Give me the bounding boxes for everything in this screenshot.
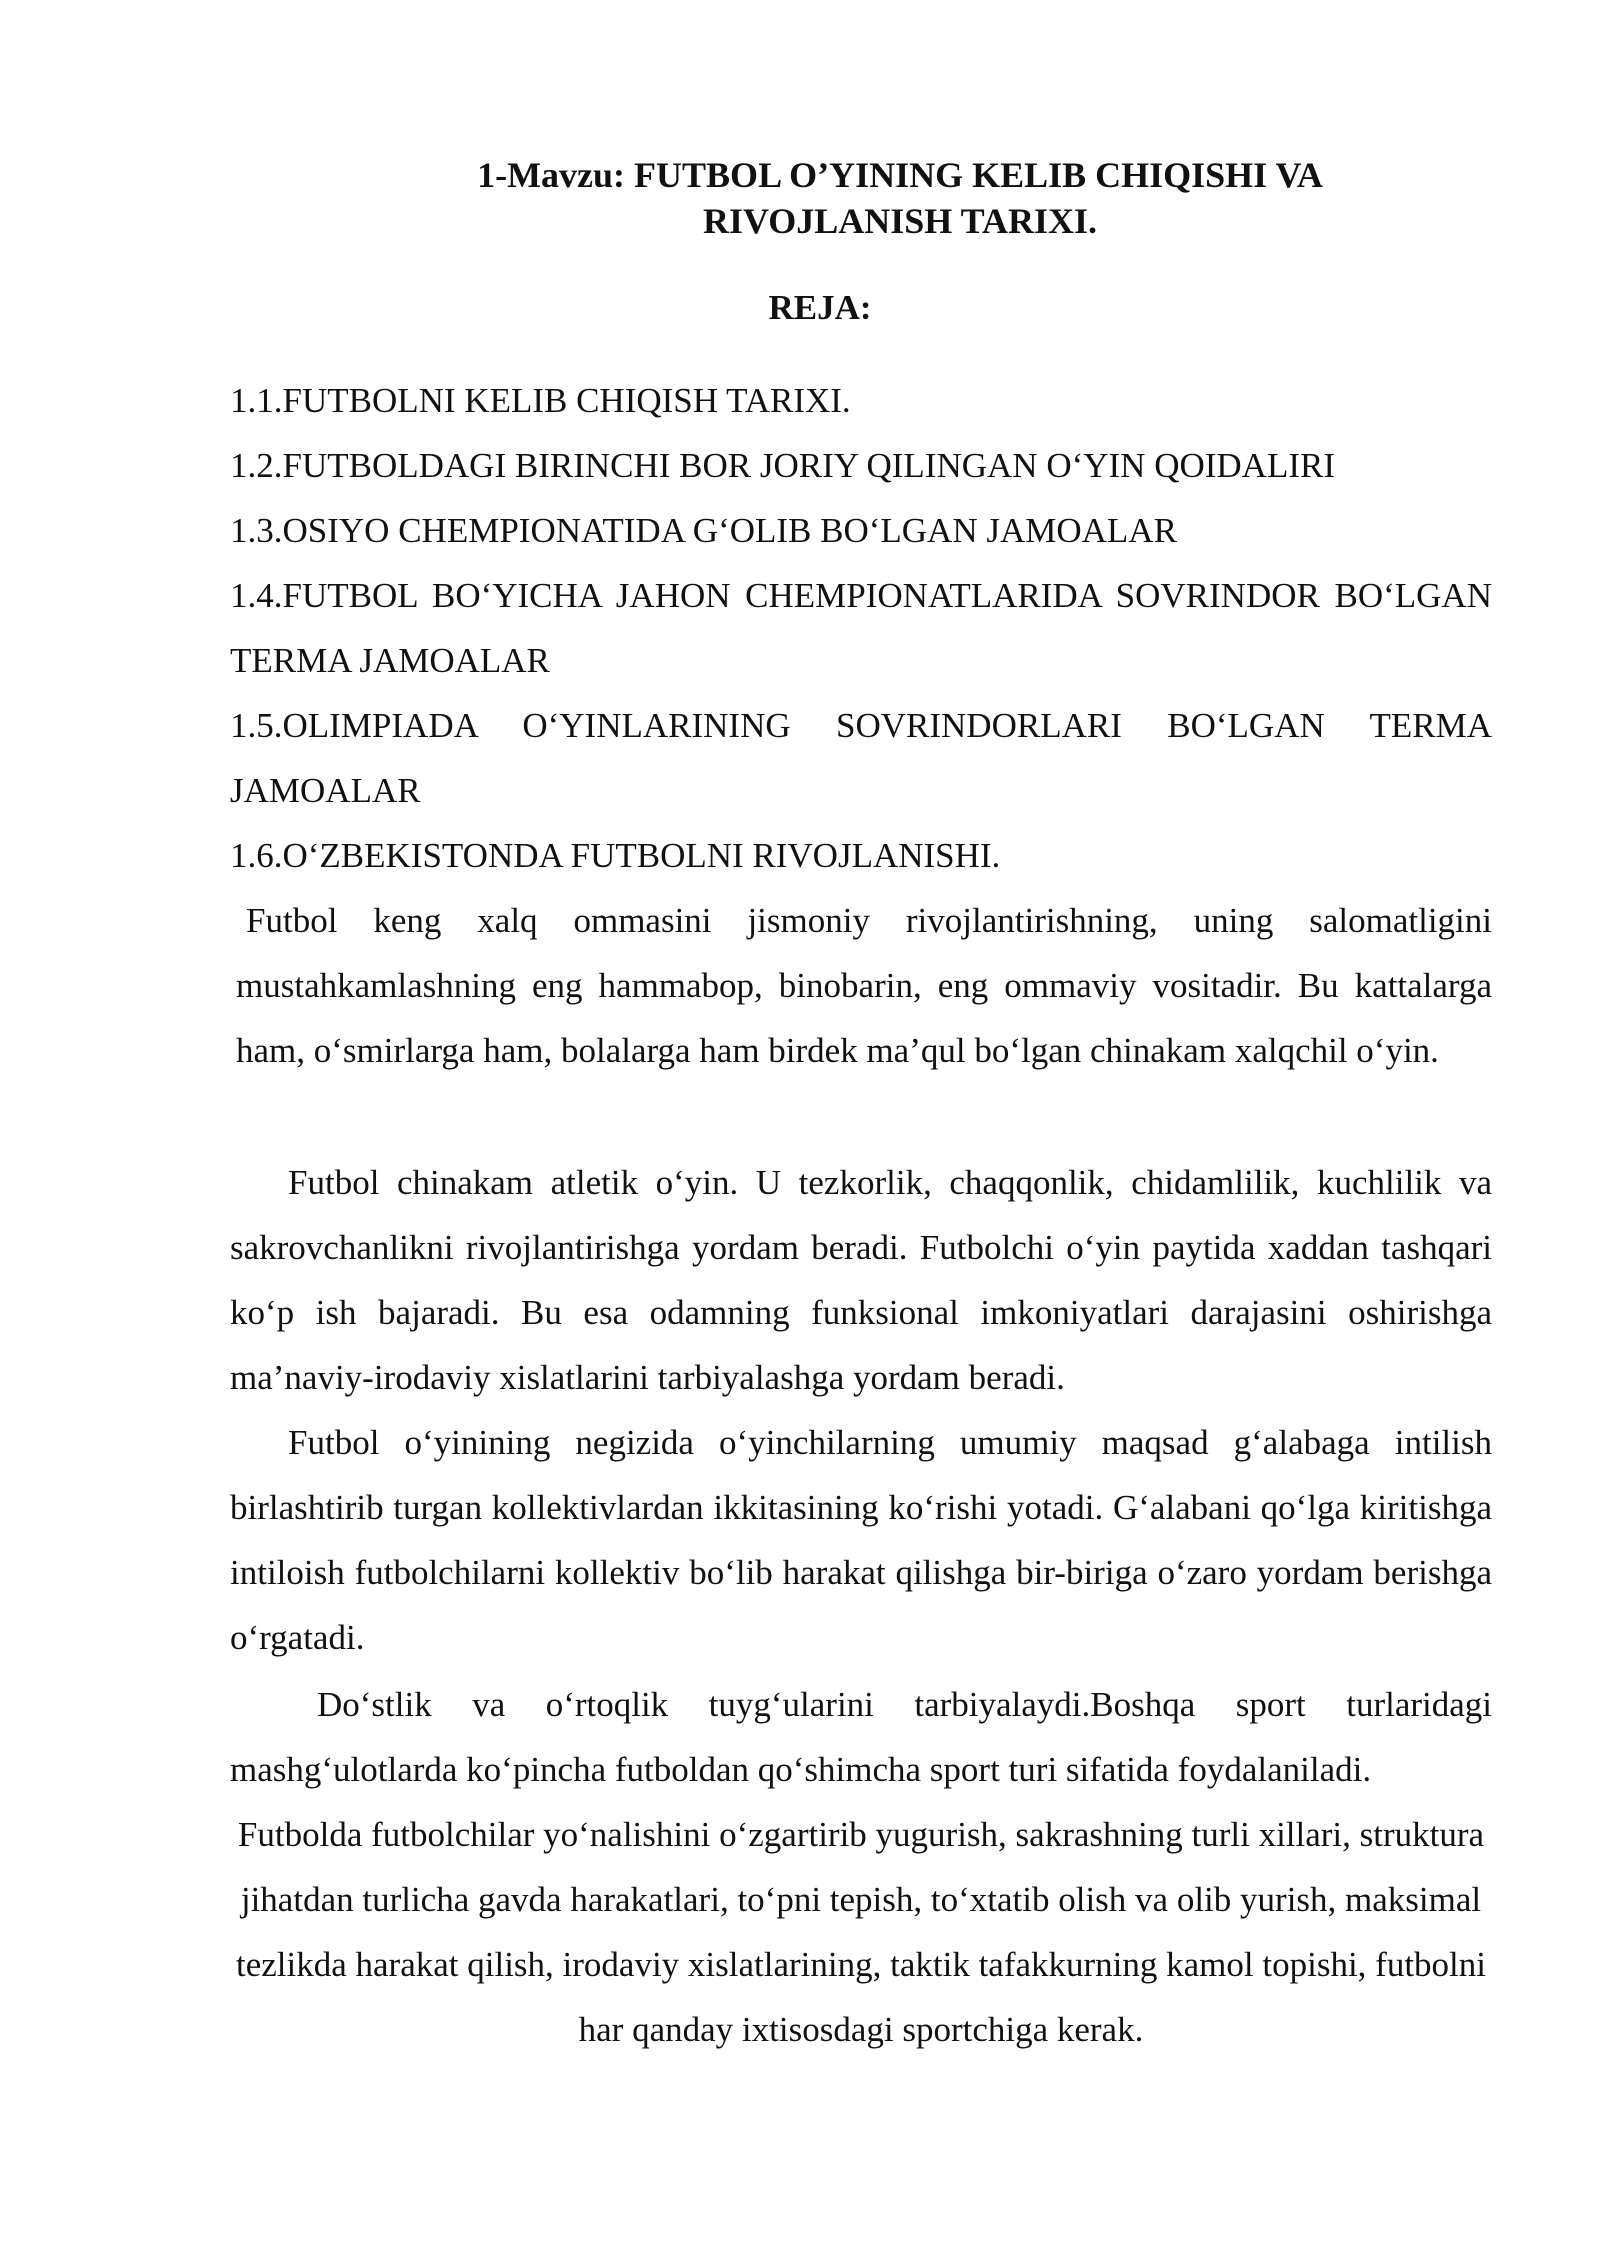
plan-list [230,368,1492,888]
body-paragraph: Futbol keng xalq ommasini jismoniy rivojlantirishning, uning salomatligini mustahkamlashning eng hammabop, binobarin, eng ommaviy vositadir. Bu kattalarga ham, o‘smirlarga ham, bolalarga ham birdek ma’qul bo‘lgan chinakam xalqchil o‘yin. [236,901,1492,1070]
document-title: 1-Mavzu: FUTBOL O’YINING KELIB CHIQISHI VA RIVOJLANISH TARIXI. [477,155,1323,241]
plan-item: 1.5.OLIMPIADA O‘YINLARINING SOVRINDORLARI BO‘LGAN TERMA JAMOALAR [230,706,1492,810]
body-paragraph: Futbol chinakam atletik o‘yin. U tezkorlik, chaqqonlik, chidamlilik, kuchlilik va sakrovchanlikni rivojlantirishga yordam beradi. Futbolchi o‘yin paytida xaddan tashqari ko‘p ish bajaradi. Bu esa odamning funksional imkoniyatlari darajasini oshirishga ma’naviy-irodaviy xislatlarini tarbiyalashga yordam beradi. [230,1163,1492,1397]
plan-item: 1.1.FUTBOLNI KELIB CHIQISH TARIXI. [230,381,851,420]
plan-item: 1.3.OSIYO CHEMPIONATIDA G‘OLIB BO‘LGAN JAMOALAR [230,511,1177,550]
plan-item: 1.6.O‘ZBEKISTONDA FUTBOLNI RIVOJLANISHI. [230,836,1001,875]
body-paragraph: Futbol o‘yinining negizida o‘yinchilarning umumiy maqsad g‘alabaga intilish birlashtirib turgan kollektivlardan ikkitasining ko‘rishi yotadi. G‘alabani qo‘lga kiritishga intiloish futbolchilarni kollektiv bo‘lib harakat qilishga bir-biriga o‘zaro yordam berishga o‘rgatadi. [230,1423,1492,1657]
plan-heading: REJA: [768,288,872,327]
plan-item: 1.4.FUTBOL BO‘YICHA JAHON CHEMPIONATLARIDA SOVRINDOR BO‘LGAN TERMA JAMOALAR [230,576,1492,680]
body-paragraph: Do‘stlik va o‘rtoqlik tuyg‘ularini tarbiyalaydi.Boshqa sport turlaridagi mashg‘ulotlarda ko‘pincha futboldan qo‘shimcha sport turi sifatida foydalaniladi. [230,1685,1492,1789]
body-paragraph: Futbolda futbolchilar yo‘nalishini o‘zgartirib yugurish, sakrashning turli xillari, struktura jihatdan turlicha gavda harakatlari, to‘pni tepish, to‘xtatib olish va olib yurish, maksimal tezlikda harakat qilish, irodaviy xislatlarining, taktik tafakkurning kamol topishi, futbolni har qanday ixtisosdagi sportchiga kerak. [235,1815,1487,2049]
plan-item: 1.2.FUTBOLDAGI BIRINCHI BOR JORIY QILINGAN O‘YIN QOIDALIRI [230,446,1335,485]
